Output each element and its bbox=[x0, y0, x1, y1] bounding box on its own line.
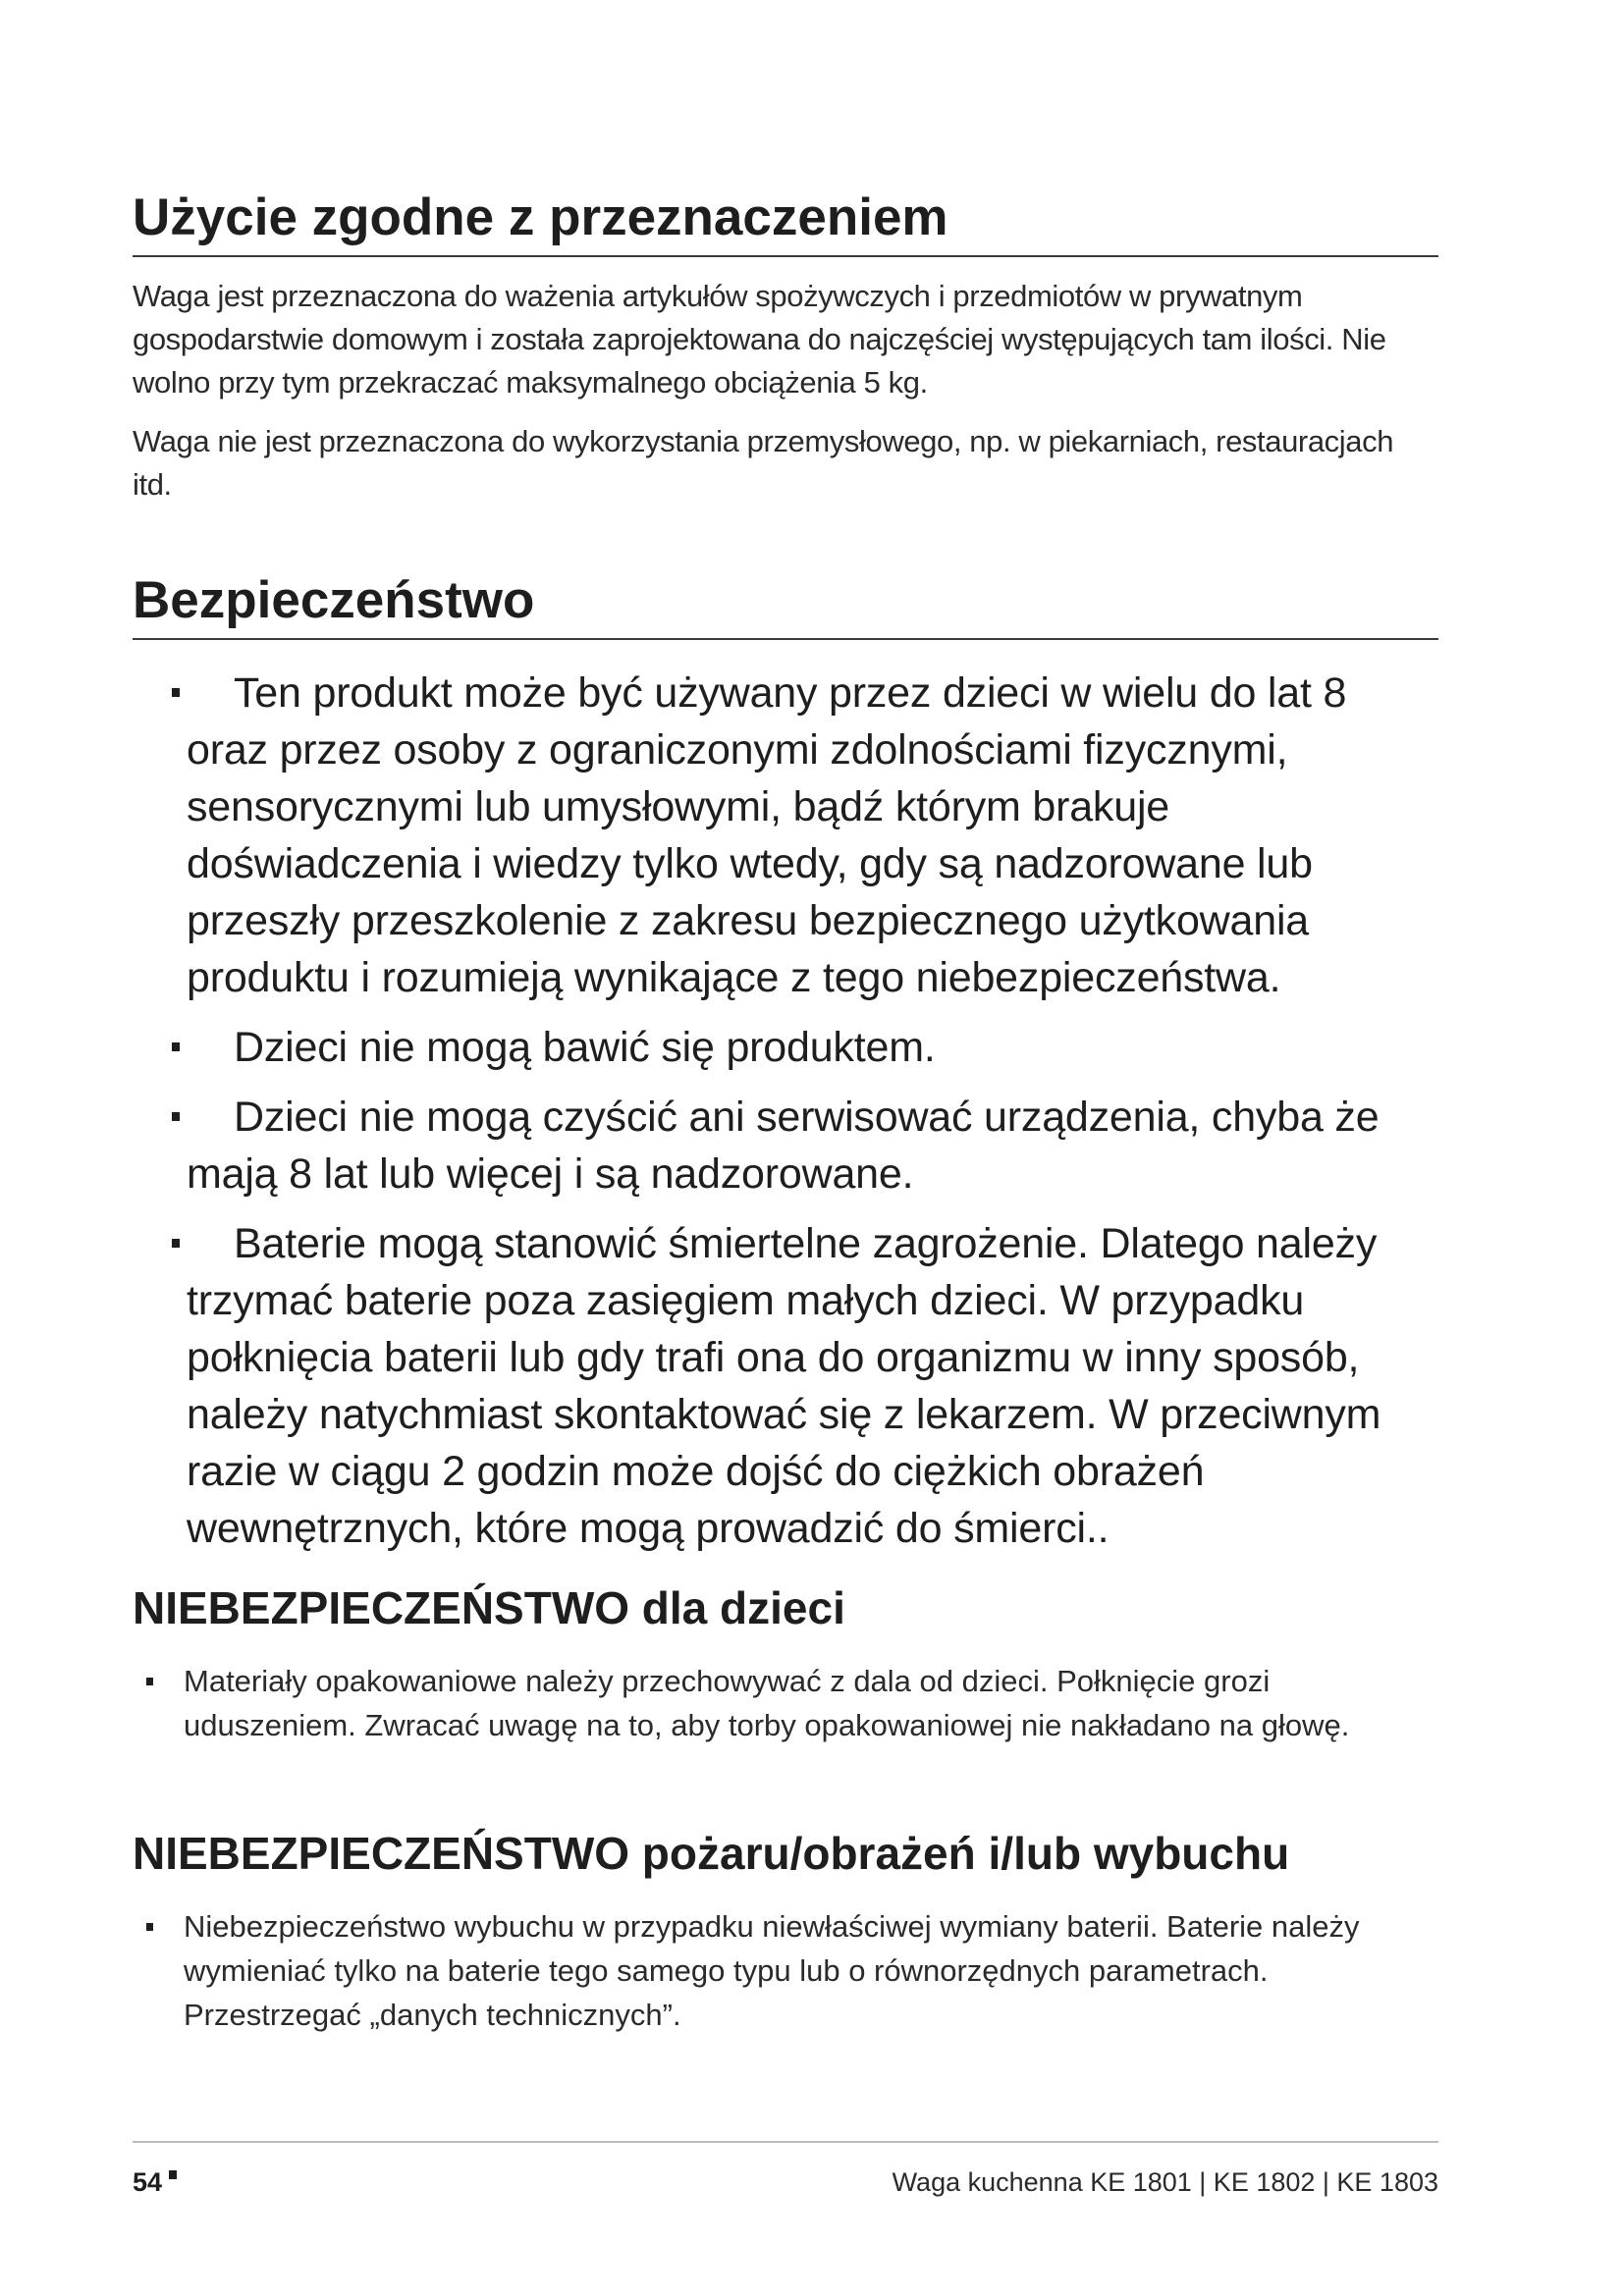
empty-bullet-icon bbox=[169, 2170, 177, 2179]
danger-fire-item-text: Niebezpieczeństwo wybuchu w przypadku niewłaściwej wymiany baterii. Baterie należy wymieniać tylko na baterie tego samego typu lub o równorzędnych parametrach. Przestrzegać „danych technicznych”. bbox=[184, 1909, 1360, 2032]
safety-item bbox=[133, 665, 1438, 1006]
danger-children-item-text: Materiały opakowaniowe należy przechowywać z dala od dzieci. Połknięcie grozi uduszeniem. Zwracać uwagę na to, aby torby opakowaniowej nie nakładano na głowę. bbox=[184, 1664, 1350, 1742]
danger-children-item bbox=[133, 1659, 1438, 1747]
intended-use-heading: Użycie zgodne z przeznaczeniem bbox=[133, 187, 1438, 257]
footer-title: Waga kuchenna KE 1801 | KE 1802 | KE 1803 bbox=[892, 2167, 1438, 2197]
danger-fire-item bbox=[133, 1904, 1438, 2037]
danger-children-list bbox=[133, 1659, 1438, 1747]
bullet-icon bbox=[172, 1112, 180, 1121]
bullet-icon bbox=[146, 1678, 153, 1685]
safety-heading: Bezpieczeństwo bbox=[133, 569, 1438, 640]
bullet-icon bbox=[172, 1239, 180, 1248]
manual-page bbox=[133, 0, 1438, 2296]
safety-item-text: Baterie mogą stanowić śmiertelne zagrożenie. Dlatego należy trzymać baterie poza zasięgiem małych dzieci. W przypadku połknięcia baterii lub gdy trafi ona do organizmu w inny sposób, należy natychmiast skontaktować się z lekarzem. W przeciwnym razie w ciągu 2 godzin może dojść do ciężkich obrażeń wewnętrznych, które mogą prowadzić do śmierci.. bbox=[187, 1220, 1381, 1552]
danger-children-heading: NIEBEZPIECZEŃSTWO dla dzieci bbox=[133, 1582, 845, 1633]
safety-item bbox=[133, 1089, 1438, 1202]
bullet-icon bbox=[172, 688, 180, 697]
safety-list bbox=[133, 665, 1438, 1570]
bullet-icon bbox=[146, 1923, 153, 1931]
safety-item bbox=[133, 1019, 1438, 1076]
safety-item-text: Dzieci nie mogą bawić się produktem. bbox=[234, 1024, 936, 1071]
safety-item-text: Ten produkt może być używany przez dzieci w wielu do lat 8 oraz przez osoby z ograniczonymi zdolnościami fizycznymi, sensorycznymi lub umysłowymi, bądź którym brakuje doświadczenia i wiedzy tylko wtedy, gdy są nadzorowane lub przeszły przeszkolenie z zakresu bezpiecznego użytkowania produktu i rozumieją wynikające z tego niebezpieczeństwa. bbox=[187, 669, 1347, 1001]
footer-divider bbox=[133, 2141, 1438, 2143]
intended-use-paragraph-1: Waga jest przeznaczona do ważenia artykułów spożywczych i przedmiotów w prywatnym gospodarstwie domowym i została zaprojektowana do najczęściej występujących tam ilości. Nie wolno przy tym przekraczać maksymalnego obciążenia 5 kg. bbox=[133, 279, 1386, 400]
bullet-icon bbox=[172, 1042, 180, 1051]
safety-item bbox=[133, 1215, 1438, 1557]
page-number: 54 bbox=[133, 2167, 163, 2197]
intended-use-paragraph-2: Waga nie jest przeznaczona do wykorzystania przemysłowego, np. w piekarniach, restauracjach itd. bbox=[133, 424, 1394, 502]
safety-item-text: Dzieci nie mogą czyścić ani serwisować urządzenia, chyba że mają 8 lat lub więcej i są nadzorowane. bbox=[187, 1094, 1380, 1198]
danger-fire-heading: NIEBEZPIECZEŃSTWO pożaru/obrażeń i/lub wybuchu bbox=[133, 1828, 1290, 1879]
danger-fire-list bbox=[133, 1904, 1438, 2037]
